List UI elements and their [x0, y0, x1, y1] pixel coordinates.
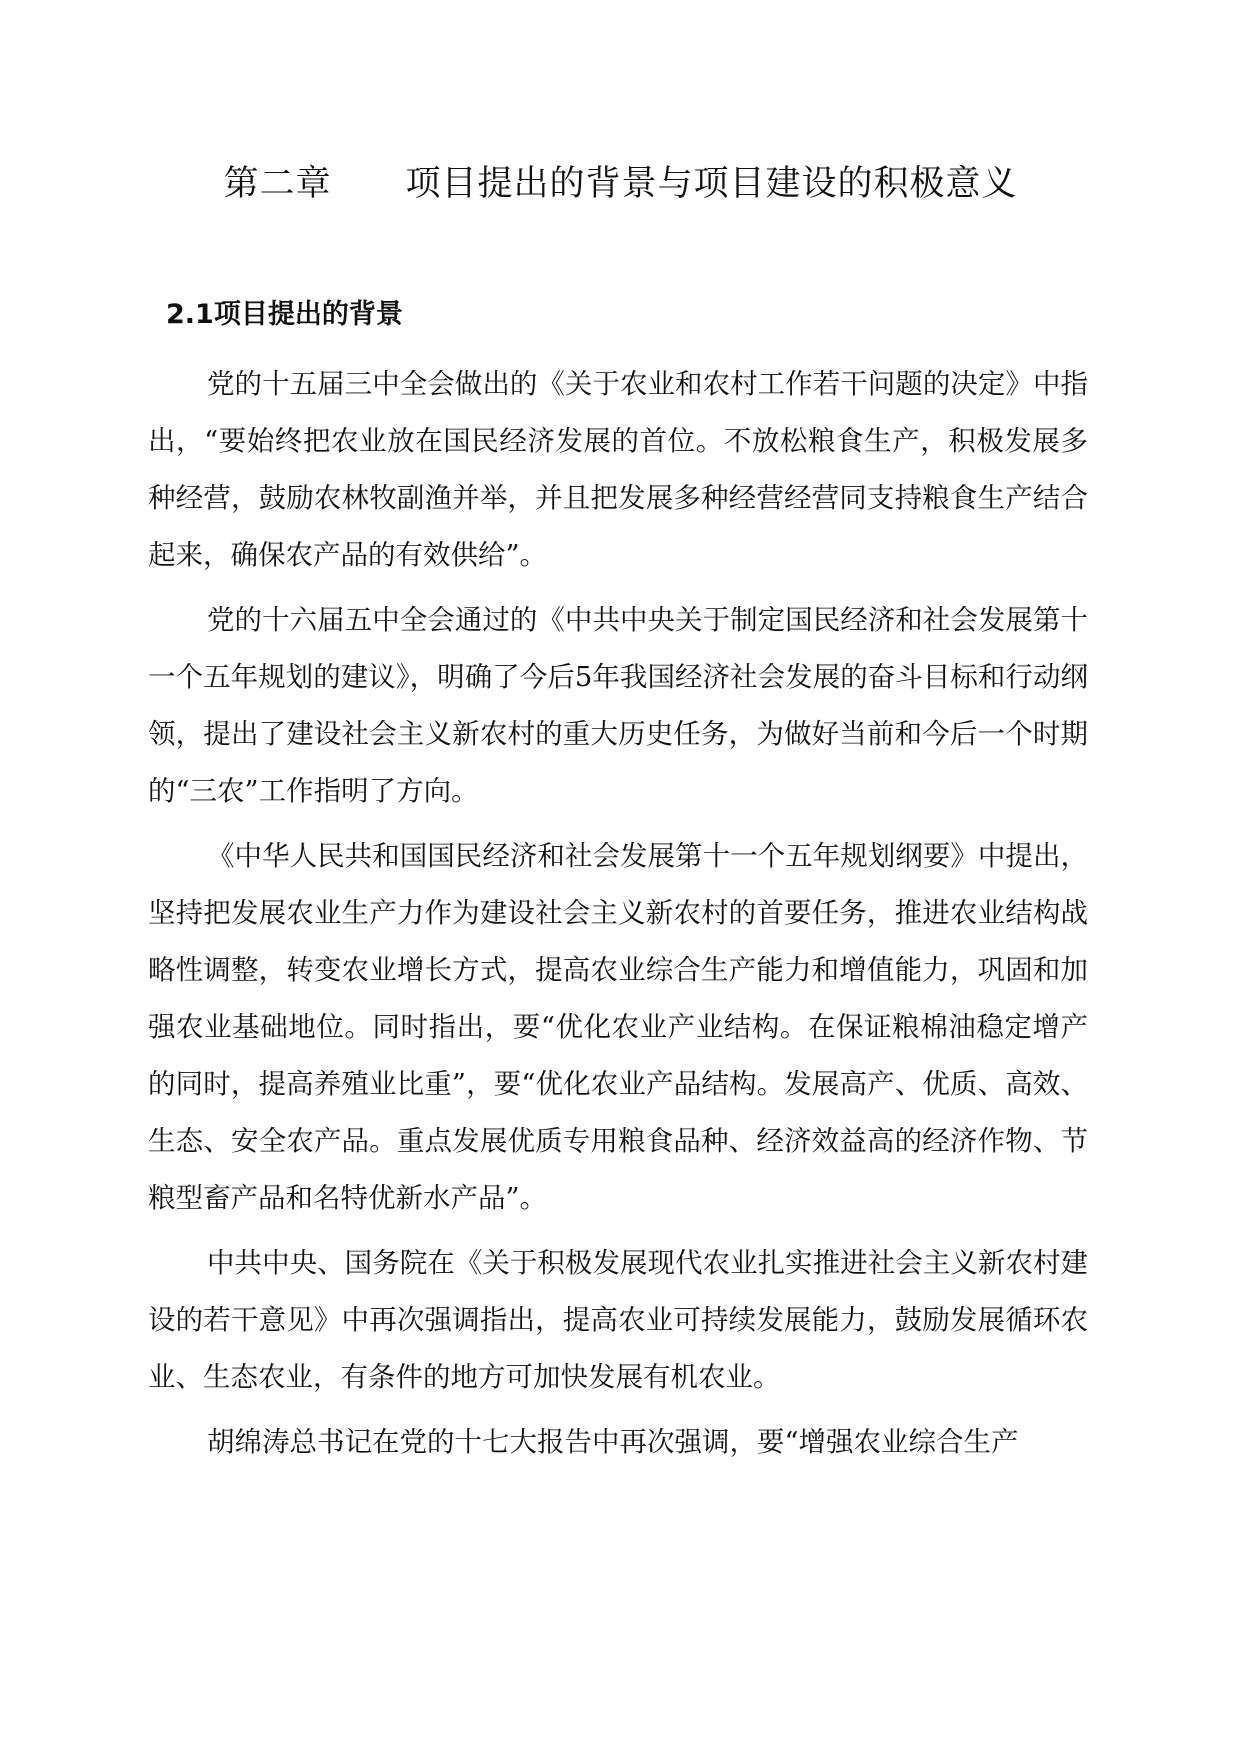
paragraph: 中共中央、国务院在《关于积极发展现代农业扎实推进社会主义新农村建设的若干意见》中再次强调指出，提高农业可持续发展能力，鼓励发展循环农业、生态农业，有条件的地方可加快发展有机农业。 [148, 1247, 1088, 1393]
chapter-title-text: 项目提出的背景与项目建设的积极意义 [405, 164, 1018, 204]
body-text [148, 356, 1088, 1479]
chapter-title [0, 160, 1241, 208]
paragraph: 党的十六届五中全会通过的《中共中央关于制定国民经济和社会发展第十一个五年规划的建议》，明确了今后5年我国经济社会发展的奋斗目标和行动纲领，提出了建设社会主义新农村的重大历史任务，为做好当前和今后一个时期的“三农”工作指明了方向。 [148, 604, 1088, 807]
paragraph: 《中华人民共和国国民经济和社会发展第十一个五年规划纲要》中提出，坚持把发展农业生产力作为建设社会主义新农村的首要任务，推进农业结构战略性调整，转变农业增长方式，提高农业综合生产能力和增值能力，巩固和加强农业基础地位。同时指出，要“优化农业产业结构。在保证粮棉油稳定增产的同时，提高养殖业比重”，要“优化农业产品结构。发展高产、优质、高效、生态、安全农产品。重点发展优质专用粮食品种、经济效益高的经济作物、节粮型畜产品和名特优新水产品”。 [148, 840, 1088, 1214]
paragraph: 党的十五届三中全会做出的《关于农业和农村工作若干问题的决定》中指出，“要始终把农业放在国民经济发展的首位。不放松粮食生产，积极发展多种经营，鼓励农林牧副渔并举，并且把发展多种经营经营同支持粮食生产结合起来，确保农产品的有效供给”。 [148, 368, 1088, 571]
chapter-number: 第二章 [223, 164, 332, 204]
section-heading: 2.1项目提出的背景 [166, 299, 403, 330]
paragraph: 胡绵涛总书记在党的十七大报告中再次强调，要“增强农业综合生产 [207, 1426, 1019, 1458]
